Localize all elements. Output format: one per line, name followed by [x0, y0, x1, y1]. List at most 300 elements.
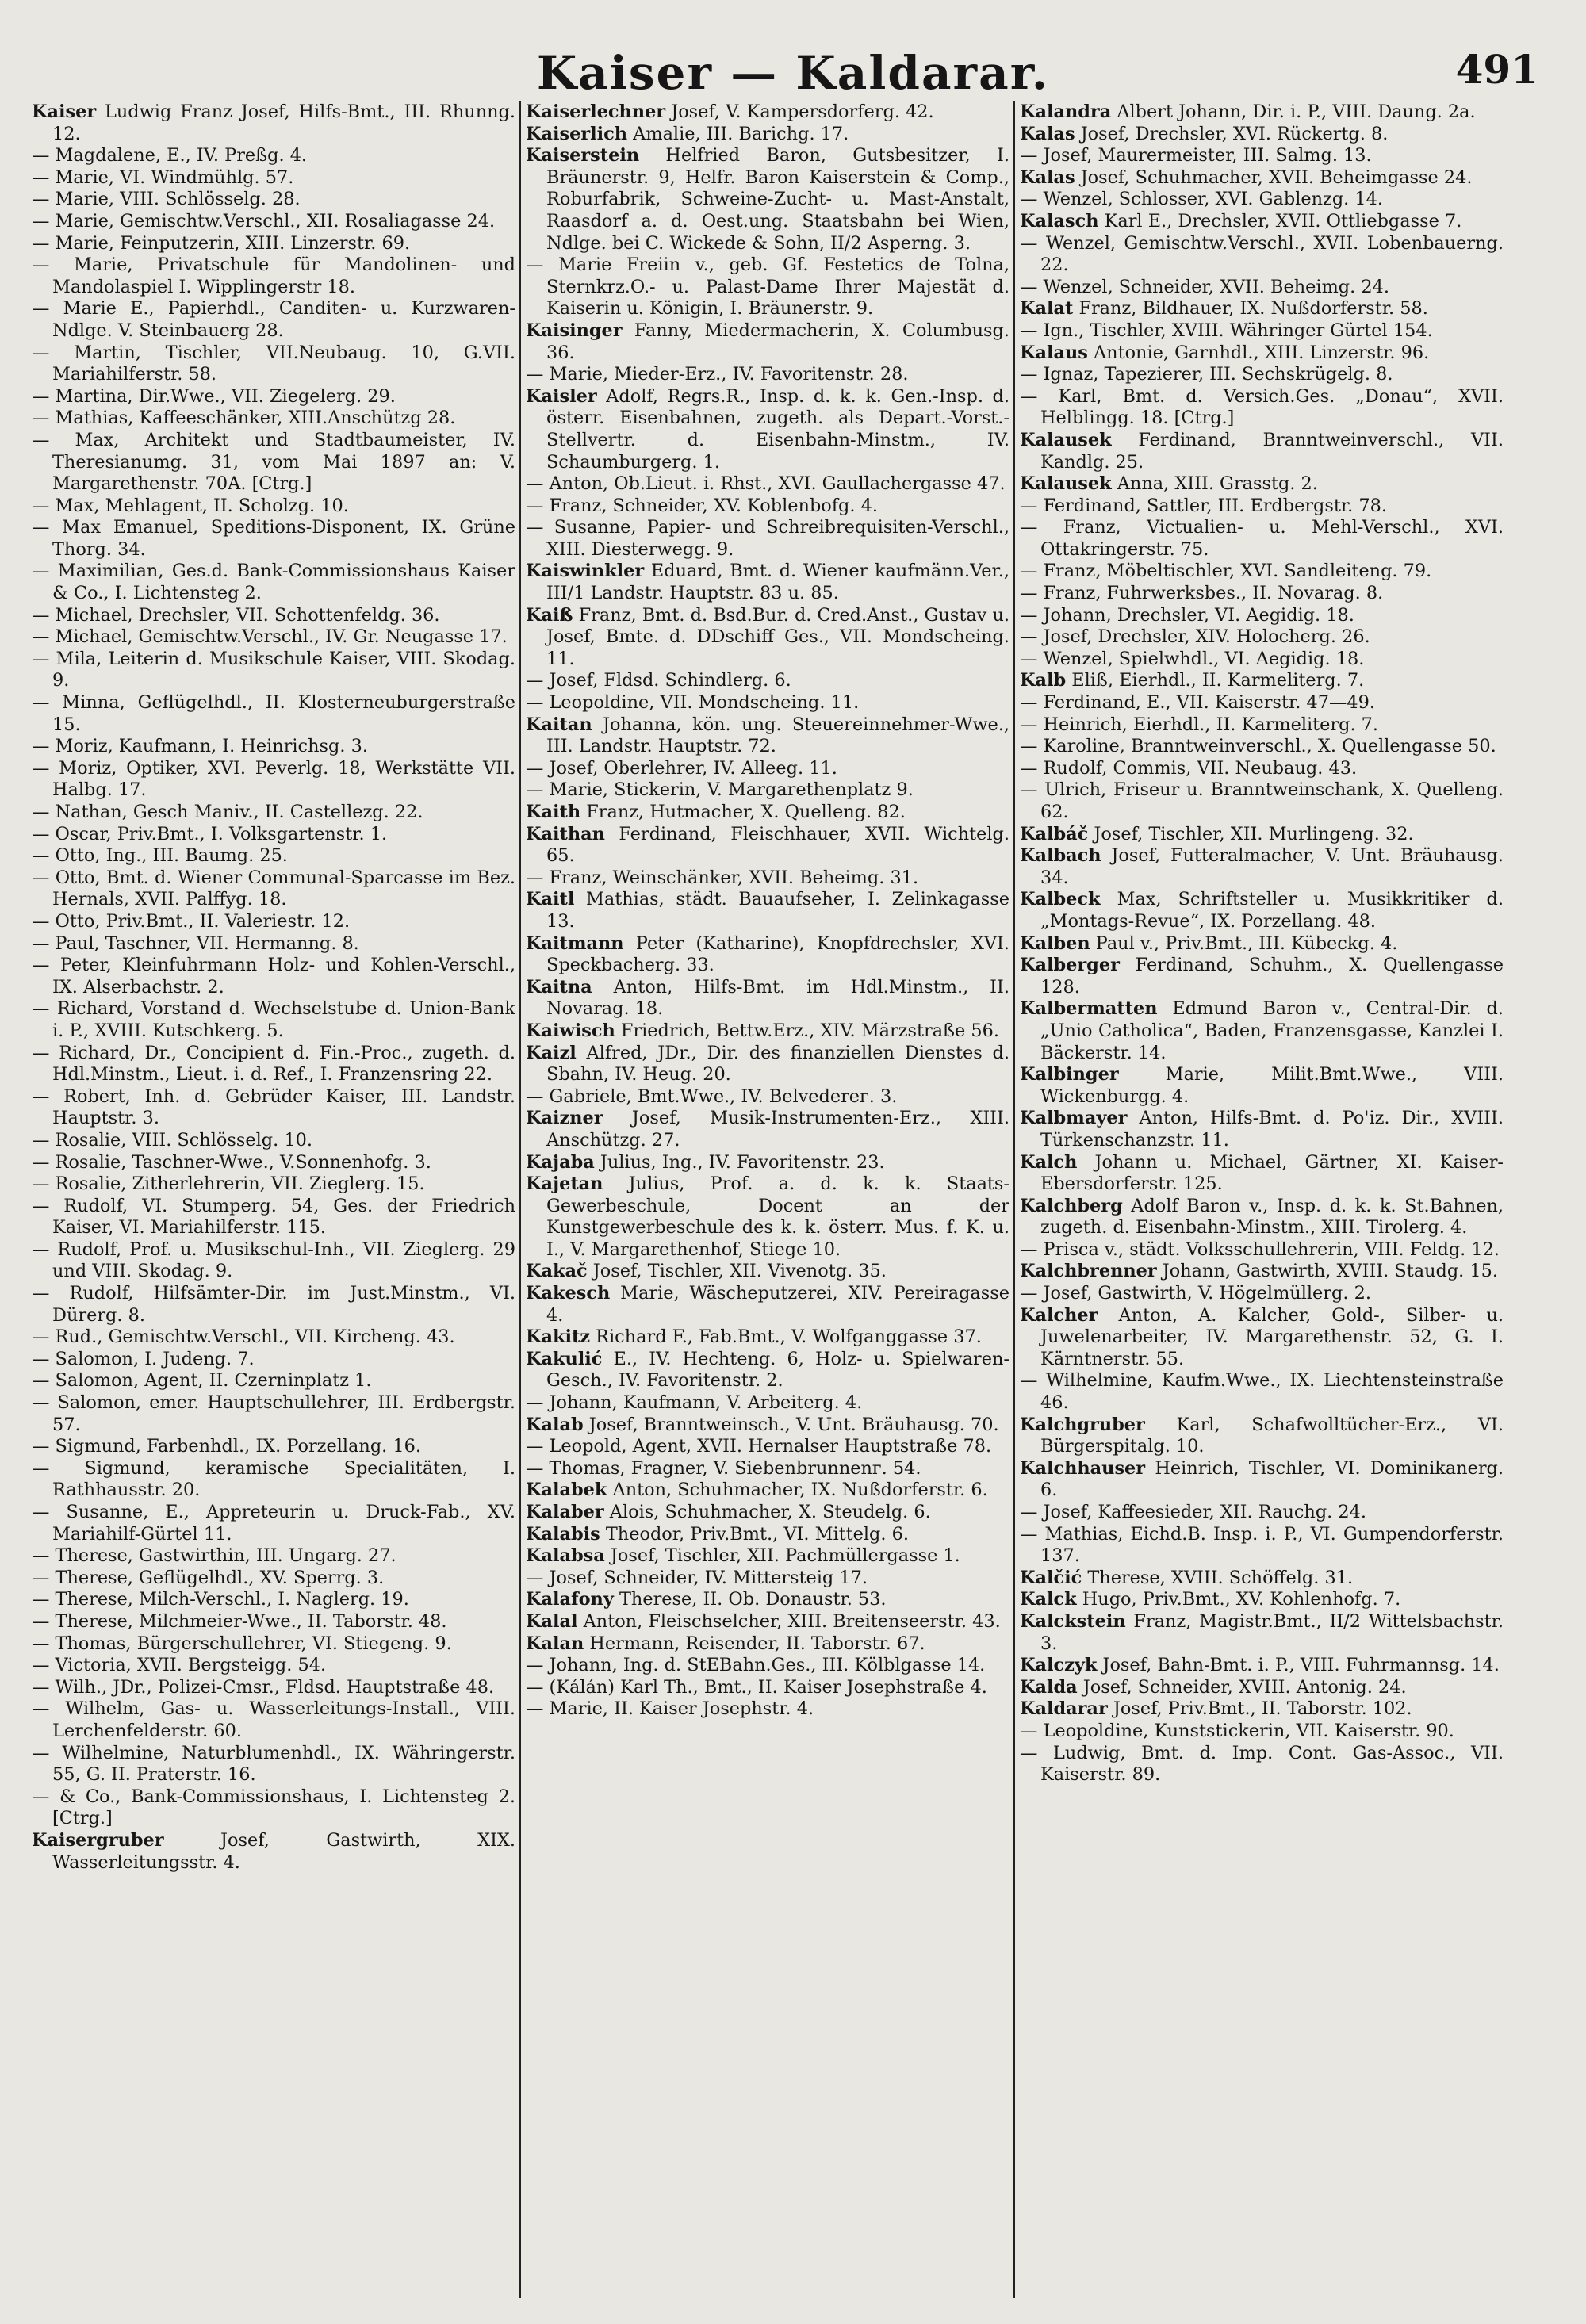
directory-entry — [526, 124, 1009, 146]
entry-text: Josef, Priv.Bmt., II. Taborstr. 102. — [1107, 1698, 1412, 1720]
entry-surname: Kakulić — [526, 1348, 603, 1369]
directory-entry — [1020, 1677, 1504, 1699]
directory-entry — [526, 802, 1009, 824]
directory-entry — [32, 1239, 515, 1283]
entry-text: — Wenzel, Schneider, XVII. Beheimg. 24. — [1020, 276, 1389, 297]
entry-text: Johanna, kön. ung. Steuereinnehmer-Wwe., III. Landstr. Hauptstr. 72. — [546, 714, 1009, 757]
entry-text: — Rudolf, Hilfsämter-Dir. im Just.Minstm., VI. Dürerg. 8. — [32, 1283, 515, 1326]
entry-text: Johann u. Michael, Gärtner, XI. Kaiser-Ebersdorferstr. 125. — [1040, 1151, 1504, 1195]
entry-text: — Rudolf, VI. Stumperg. 54, Ges. der Friedrich Kaiser, VI. Mariahilferstr. 115. — [32, 1195, 515, 1239]
entry-text: — Marie, VI. Windmühlg. 57. — [32, 167, 294, 188]
entry-surname: Kaisergruber — [32, 1829, 164, 1851]
entry-surname: Kakitz — [526, 1327, 591, 1348]
entry-text: — Ign., Tischler, XVIII. Währinger Gürtel 154. — [1020, 320, 1433, 341]
directory-entry — [32, 430, 515, 496]
entry-surname: Kalan — [526, 1633, 584, 1654]
directory-entry — [32, 561, 515, 604]
entry-text: — Franz, Möbeltischler, XVI. Sandleiteng. 79. — [1020, 561, 1432, 582]
entry-text: Ferdinand, Branntweinverschl., VII. Kandlg. 25. — [1040, 429, 1504, 473]
directory-entry — [32, 1458, 515, 1502]
directory-entry — [526, 1698, 1009, 1721]
entry-text: — Josef, Drechsler, XIV. Holocherg. 26. — [1020, 626, 1370, 648]
directory-entry — [526, 1655, 1009, 1677]
entry-surname: Kaiserlechner — [526, 101, 666, 122]
entry-text: — Josef, Schneider, IV. Mittersteig 17. — [526, 1567, 868, 1588]
entry-text: — Josef, Oberlehrer, IV. Alleeg. 11. — [526, 757, 837, 779]
entry-text: Ferdinand, Schuhm., X. Quellengasse 128. — [1040, 955, 1504, 997]
entry-text: — Johann, Drechsler, VI. Aegidig. 18. — [1020, 604, 1354, 626]
entry-text: — Therese, Milch-Verschl., I. Naglerg. 19. — [32, 1589, 409, 1610]
entry-text: — Therese, Milchmeier-Wwe., II. Taborstr. 48. — [32, 1610, 447, 1632]
entry-surname: Kalbinger — [1020, 1064, 1119, 1085]
entry-surname: Kaitna — [526, 976, 592, 997]
directory-entry — [1020, 626, 1504, 649]
directory-entry — [32, 255, 515, 298]
directory-entry — [1020, 343, 1504, 365]
entry-text: — Wilhelmine, Naturblumenhdl., IX. Währingerstr. 55, G. II. Praterstr. 16. — [32, 1742, 515, 1786]
entry-text: — Sigmund, keramische Specialitäten, I. Rathhausstr. 20. — [32, 1457, 515, 1501]
directory-entry — [1020, 1152, 1504, 1196]
entry-surname: Kalaus — [1020, 342, 1088, 363]
entry-surname: Kalch — [1020, 1151, 1078, 1173]
directory-entry — [526, 101, 1009, 124]
directory-entry — [32, 758, 515, 802]
directory-entry — [32, 1283, 515, 1327]
directory-entry — [1020, 1743, 1504, 1786]
entry-text: Anton, Hilfs-Bmt. im Hdl.Minstm., II. Novarag. 18. — [546, 976, 1009, 1020]
directory-entry — [1020, 779, 1504, 823]
entry-surname: Kaitl — [526, 889, 575, 910]
entry-surname: Kalchbrenner — [1020, 1261, 1157, 1282]
directory-entry — [1020, 1721, 1504, 1743]
page-header — [32, 41, 1554, 105]
directory-entry — [526, 1283, 1009, 1327]
entry-text: — Max, Architekt und Stadtbaumeister, IV. Theresianumg. 31, vom Mai 1897 an: V. Margarethenstr. 70A. [Ctrg.] — [32, 429, 515, 495]
directory-entry — [526, 255, 1009, 320]
entry-surname: Kalda — [1020, 1676, 1078, 1698]
entry-text: — Moriz, Kaufmann, I. Heinrichsg. 3. — [32, 736, 368, 757]
column-divider — [1013, 101, 1015, 2298]
directory-entry — [526, 1152, 1009, 1174]
entry-text: Eduard, Bmt. d. Wiener kaufmänn.Ver., III/1 Landstr. Hauptstr. 83 u. 85. — [546, 561, 1009, 604]
directory-entry — [32, 1786, 515, 1830]
directory-entry — [526, 1677, 1009, 1699]
entry-text: — Prisca v., städt. Volksschullehrerin, VIII. Feldg. 12. — [1020, 1239, 1500, 1260]
directory-entry — [526, 933, 1009, 977]
directory-entry — [1020, 1283, 1504, 1305]
entry-text: — Richard, Dr., Concipient d. Fin.-Proc., zugeth. d. Hdl.Minstm., Lieut. i. d. Ref., I. Franzensring 22. — [32, 1042, 515, 1085]
entry-text: — Franz, Victualien- u. Mehl-Verschl., XVI. Ottakringerstr. 75. — [1020, 517, 1504, 560]
directory-entry — [32, 1130, 515, 1152]
directory-entry — [526, 1436, 1009, 1458]
directory-entry — [1020, 233, 1504, 277]
entry-text: Anton, Schuhmacher, IX. Nußdorferstr. 6. — [607, 1480, 988, 1501]
entry-text: Anna, XIII. Grasstg. 2. — [1111, 473, 1318, 495]
entry-text: Ferdinand, Fleischhauer, XVII. Wichtelg. 65. — [546, 823, 1009, 867]
directory-entry — [32, 1502, 515, 1545]
directory-entry — [526, 692, 1009, 714]
entry-text: — Gabriele, Bmt.Wwe., IV. Belvederег. 3. — [526, 1085, 898, 1107]
entry-text: Josef, Tischler, XII. Pachmüllergasse 1. — [604, 1545, 960, 1567]
directory-entry — [526, 1020, 1009, 1043]
entry-text: Albert Johann, Dir. i. P., VIII. Daung. 2a. — [1111, 101, 1476, 122]
directory-entry — [1020, 211, 1504, 233]
running-title: Kaiser — Kaldarar. — [536, 46, 1050, 100]
entry-surname: Kalchberg — [1020, 1195, 1123, 1216]
entry-surname: Kaldarar — [1020, 1698, 1108, 1720]
directory-entry — [32, 955, 515, 998]
directory-entry — [1020, 496, 1504, 518]
entry-text: — Max, Mehlagent, II. Scholzg. 10. — [32, 495, 349, 516]
entry-text: Hugo, Priv.Bmt., XV. Kohlenhofg. 7. — [1076, 1589, 1401, 1610]
entry-text: — Heinrich, Eierhdl., II. Karmeliterg. 7. — [1020, 714, 1379, 735]
directory-entry — [32, 1677, 515, 1699]
entry-text: — Franz, Weinschänker, XVII. Beheimg. 31. — [526, 867, 919, 888]
entry-text: Josef, Schuhmacher, XVII. Beheimgasse 24. — [1075, 167, 1473, 188]
entry-surname: Kalas — [1020, 123, 1075, 144]
entry-text: — Johann, Kaufmann, V. Arbeiterg. 4. — [526, 1392, 863, 1414]
directory-entry — [1020, 517, 1504, 561]
entry-text: Franz, Magistr.Bmt., II/2 Wittelsbachstr. 3. — [1040, 1610, 1504, 1654]
directory-entry — [32, 1655, 515, 1677]
entry-surname: Kaiserstein — [526, 145, 640, 167]
directory-entry — [1020, 605, 1504, 627]
directory-entry — [32, 1698, 515, 1742]
directory-entry — [1020, 1458, 1504, 1502]
directory-entry — [526, 1589, 1009, 1611]
directory-entry — [32, 1152, 515, 1174]
entry-text: — Leopoldine, Kunststickerin, VII. Kaiserstr. 90. — [1020, 1720, 1454, 1741]
entry-text: — (Kálán) Karl Th., Bmt., II. Kaiser Josephstraße 4. — [526, 1676, 987, 1698]
entry-text: — Maximilian, Ges.d. Bank-Commissionshaus Kaiser & Co., I. Lichtensteg 2. — [32, 561, 515, 604]
entry-text: — Karl, Bmt. d. Versich.Ges. „Donau“, XVII. Helblingg. 18. [Ctrg.] — [1020, 385, 1504, 429]
directory-entry — [526, 1568, 1009, 1590]
directory-entry — [32, 233, 515, 255]
entry-text: Josef, Tischler, XII. Vivenotg. 35. — [587, 1261, 887, 1282]
entry-surname: Kalat — [1020, 298, 1074, 320]
directory-entry — [1020, 430, 1504, 473]
entry-text: — Susanne, Papier- und Schreibrequisiten-Verschl., XIII. Diesterwegg. 9. — [526, 517, 1009, 560]
entry-text: — Martina, Dir.Wwe., VII. Ziegelerg. 29. — [32, 385, 396, 407]
directory-entry — [526, 714, 1009, 758]
entry-text: — Marie, Stickerin, V. Margarethenplatz 9. — [526, 779, 914, 801]
entry-text: Josef, Drechsler, XVI. Rückertg. 8. — [1075, 123, 1389, 144]
entry-text: — Wilh., JDr., Polizei-Cmsr., Fldsd. Hauptstraße 48. — [32, 1676, 495, 1698]
directory-entry — [32, 167, 515, 190]
entry-text: — Susanne, E., Appreteurin u. Druck-Fab., XV. Mariahilf-Gürtel 11. — [32, 1502, 515, 1545]
directory-entry — [1020, 167, 1504, 190]
directory-entry — [32, 649, 515, 692]
directory-entry — [526, 1502, 1009, 1524]
directory-entry — [1020, 1589, 1504, 1611]
entry-surname: Kalben — [1020, 932, 1090, 954]
directory-entry — [526, 145, 1009, 255]
entry-text: — Josef, Gastwirth, V. Högelmüllerg. 2. — [1020, 1283, 1371, 1304]
entry-text: Peter (Katharine), Knopfdrechsler, XVI. Speckbacherg. 33. — [546, 932, 1009, 976]
column-3 — [1020, 101, 1504, 2298]
directory-entry — [1020, 1108, 1504, 1151]
directory-entry — [1020, 1415, 1504, 1458]
entry-text: Heinrich, Tischler, VI. Dominikanerg. 6. — [1040, 1457, 1504, 1501]
entry-text: Marie, Milit.Bmt.Wwe., VIII. Wickenburgg. 4. — [1040, 1064, 1504, 1107]
entry-text: — Marie, II. Kaiser Josephstr. 4. — [526, 1698, 814, 1720]
entry-surname: Kalbáč — [1020, 823, 1089, 844]
directory-entry — [526, 364, 1009, 386]
entry-text: — Wenzel, Schlosser, XVI. Gablenzg. 14. — [1020, 189, 1384, 210]
entry-text: — Wenzel, Gemischtw.Verschl., XVII. Lobenbauerng. 22. — [1020, 232, 1504, 276]
directory-entry — [526, 1458, 1009, 1480]
entry-text: — Moriz, Optiker, XVI. Peverlg. 18, Werkstätte VII. Halbg. 17. — [32, 757, 515, 801]
entry-text: Alfred, JDr., Dir. des finanziellen Dienstes d. Sbahn, IV. Heug. 20. — [546, 1042, 1009, 1085]
entry-text: — Ignaz, Tapezierer, III. Sechskrügelg. 8. — [1020, 364, 1393, 385]
entry-text: Josef, Tischler, XII. Murlingeng. 32. — [1088, 823, 1414, 844]
directory-entry — [1020, 364, 1504, 386]
entry-text: — Ulrich, Friseur u. Branntweinschank, X. Quelleng. 62. — [1020, 779, 1504, 822]
entry-text: — Marie Freiin v., geb. Gf. Festetics de Tolna, Sternkrz.O.- u. Palast-Dame Ihrer Majestät d. Kaiserin u. Königin, I. Bräunerstr. 9. — [526, 255, 1009, 320]
directory-entry — [526, 670, 1009, 692]
entry-surname: Kaitan — [526, 714, 592, 735]
entry-surname: Kalchhauser — [1020, 1457, 1146, 1479]
directory-entry — [1020, 758, 1504, 780]
directory-entry — [1020, 101, 1504, 124]
directory-entry — [526, 1261, 1009, 1283]
column-1 — [32, 101, 515, 2298]
directory-entry — [526, 517, 1009, 561]
entry-text: — Leopold, Agent, XVII. Hernalser Hauptstraße 78. — [526, 1436, 992, 1457]
directory-entry — [1020, 845, 1504, 889]
directory-entry — [526, 473, 1009, 496]
entry-text: — Josef, Kaffeesieder, XII. Rauchg. 24. — [1020, 1502, 1367, 1522]
directory-entry — [32, 1633, 515, 1656]
entry-text: Max, Schriftsteller u. Musikkritiker d. „Montags-Revue“, IX. Porzellang. 48. — [1040, 889, 1504, 932]
directory-entry — [32, 867, 515, 911]
entry-surname: Kajetan — [526, 1173, 603, 1195]
entry-text: Ludwig Franz Josef, Hilfs-Bmt., III. Rhunng. 12. — [52, 101, 515, 144]
entry-text: — Mila, Leiterin d. Musikschule Kaiser, VIII. Skodag. 9. — [32, 648, 515, 691]
directory-entry — [526, 758, 1009, 780]
directory-entry — [526, 1415, 1009, 1437]
directory-entry — [526, 561, 1009, 604]
entry-text: — Therese, Geflügelhdl., XV. Sperrg. 3. — [32, 1567, 385, 1588]
entry-text: — Otto, Priv.Bmt., II. Valeriestr. 12. — [32, 910, 351, 932]
directory-entry — [1020, 1502, 1504, 1524]
directory-entry — [32, 1743, 515, 1786]
directory-entry — [1020, 386, 1504, 430]
directory-entry — [1020, 1568, 1504, 1590]
directory-entry — [32, 1545, 515, 1568]
entry-text: Mathias, städt. Bauaufseher, I. Zelinkagasse 13. — [546, 889, 1009, 932]
entry-surname: Kaiserlich — [526, 123, 628, 144]
entry-text: — Therese, Gastwirthin, III. Ungarg. 27. — [32, 1545, 396, 1567]
entry-text: — Nathan, Gesch Maniv., II. Castellezg. 22. — [32, 802, 423, 822]
directory-entry — [526, 1086, 1009, 1108]
directory-entry — [32, 845, 515, 867]
directory-entry — [1020, 998, 1504, 1064]
directory-entry — [32, 605, 515, 627]
directory-entry — [32, 211, 515, 233]
entry-text: Karl E., Drechsler, XVII. Ottliebgasse 7. — [1098, 210, 1462, 232]
directory-entry — [1020, 583, 1504, 605]
directory-entry — [32, 101, 515, 145]
directory-entry — [32, 911, 515, 933]
entry-text: Eliß, Eierhdl., II. Karmeliterg. 7. — [1066, 670, 1365, 691]
entry-surname: Kalandra — [1020, 101, 1112, 122]
entry-text: — Leopoldine, VII. Mondscheing. 11. — [526, 692, 860, 714]
entry-text: Franz, Bildhauer, IX. Nußdorferstr. 58. — [1073, 298, 1428, 320]
entry-text: Paul v., Priv.Bmt., III. Kübeckg. 4. — [1090, 932, 1398, 954]
directory-entry — [32, 824, 515, 846]
entry-surname: Kalb — [1020, 670, 1067, 691]
entry-text: — Michael, Gemischtw.Verschl., IV. Gr. Neugasse 17. — [32, 626, 508, 648]
directory-entry — [32, 1196, 515, 1239]
entry-text: — Wilhelm, Gas- u. Wasserleitungs-Install., VIII. Lerchenfelderstr. 60. — [32, 1698, 515, 1741]
directory-entry — [526, 1545, 1009, 1568]
entry-text: Edmund Baron v., Central-Dir. d. „Unio Catholica“, Baden, Franzensgasse, Kanzlei I. Bäckerstr. 14. — [1040, 998, 1504, 1063]
directory-entry — [1020, 1239, 1504, 1262]
entry-surname: Kalaber — [526, 1502, 604, 1522]
entry-text: Josef, Gastwirth, XIX. Wasserleitungsstr. 4. — [52, 1829, 515, 1873]
entry-text: — Richard, Vorstand d. Wechselstube d. Union-Bank i. P., XVIII. Kutschkerg. 5. — [32, 998, 515, 1041]
entry-text: E., IV. Hechteng. 6, Holz- u. Spielwaren-Gesch., IV. Favoritenstr. 2. — [546, 1348, 1009, 1392]
entry-text: — Oscar, Priv.Bmt., I. Volksgartenstr. 1. — [32, 823, 388, 844]
directory-entry — [1020, 1370, 1504, 1414]
entry-text: — Marie, VIII. Schlösselg. 28. — [32, 189, 301, 210]
entry-text: — Marie, Privatschule für Mandolinen- und Mandolaspiel I. Wipplingerstr 18. — [32, 255, 515, 297]
directory-entry — [1020, 889, 1504, 932]
entry-text: Josef, Schneider, XVIII. Antonig. 24. — [1077, 1676, 1407, 1698]
directory-entry — [32, 343, 515, 386]
entry-surname: Kaiß — [526, 604, 573, 626]
entry-text: — Anton, Ob.Lieut. i. Rhst., XVI. Gaullachergasse 47. — [526, 473, 1006, 495]
directory-entry — [1020, 1611, 1504, 1655]
entry-text: Josef, Branntweinsch., V. Unt. Bräuhausg. 70. — [583, 1414, 999, 1435]
directory-entry — [526, 320, 1009, 364]
directory-entry — [32, 1830, 515, 1874]
entry-surname: Kakesch — [526, 1283, 611, 1304]
entry-text: — Marie, Mieder-Erz., IV. Favoritenstr. 28. — [526, 364, 909, 385]
entry-surname: Kaisinger — [526, 320, 623, 341]
entry-text: Josef, Bahn-Bmt. i. P., VIII. Fuhrmannsg. 14. — [1097, 1655, 1500, 1676]
directory-entry — [32, 386, 515, 408]
entry-surname: Kalcher — [1020, 1304, 1098, 1326]
entry-text: — Thomas, Bürgerschullehrer, VI. Stiegeng. 9. — [32, 1633, 452, 1654]
entry-surname: Kalasch — [1020, 210, 1099, 232]
entry-text: Franz, Bmt. d. Bsd.Bur. d. Cred.Anst., Gustav u. Josef, Bmte. d. DDschiff Ges., VII. Mondscheing. 11. — [546, 604, 1009, 669]
entry-surname: Kalbmayer — [1020, 1108, 1128, 1129]
entry-surname: Kaiwisch — [526, 1020, 615, 1041]
entry-text: — Thomas, Fragner, V. Siebenbrunnenг. 54. — [526, 1457, 921, 1479]
entry-text: Josef, Futteralmacher, V. Unt. Bräuhausg. 34. — [1040, 845, 1504, 888]
directory-entry — [526, 605, 1009, 671]
entry-text: — Peter, Kleinfuhrmann Holz- und Kohlen-Verschl., IX. Alserbachstr. 2. — [32, 955, 515, 997]
entry-text: Julius, Prof. a. d. k. k. Staats-Gewerbeschule, Docent an der Kunstgewerbeschule des k. k. österr. Mus. f. K. u. I., V. Margarethenhof, Stiege 10. — [546, 1173, 1009, 1260]
entry-surname: Kalbeck — [1020, 889, 1101, 910]
directory-entry — [1020, 1698, 1504, 1721]
entry-text: — Mathias, Eichd.B. Insp. i. P., VI. Gumpendorferstr. 137. — [1020, 1523, 1504, 1567]
directory-entry — [526, 386, 1009, 473]
entry-text: Helfried Baron, Gutsbesitzer, I. Bräunerstr. 9, Helfr. Baron Kaiserstein & Comp., Roburfabrik, Schweine-Zucht- u. Mast-Anstalt, Raasdorf a. d. Oest.ung. Staatsbahn bei Wien, Ndlge. bei C. Wickede & Sohn, II/2 Asperng. 3. — [546, 145, 1009, 254]
entry-surname: Kaith — [526, 802, 581, 822]
entry-surname: Kalabek — [526, 1480, 607, 1501]
directory-entry — [32, 933, 515, 955]
entry-surname: Kaizl — [526, 1042, 577, 1063]
directory-entry — [32, 1611, 515, 1633]
page-number: 491 — [1455, 46, 1538, 93]
entry-text: Karl, Schafwolltücher-Erz., VI. Bürgerspitalg. 10. — [1040, 1414, 1504, 1457]
directory-entry — [32, 1589, 515, 1611]
directory-entry — [1020, 1196, 1504, 1239]
directory-entry — [32, 298, 515, 342]
entry-surname: Kalafony — [526, 1589, 614, 1610]
entry-text: Franz, Hutmacher, X. Quelleng. 82. — [580, 802, 906, 822]
directory-entry — [526, 1349, 1009, 1392]
entry-text: Anton, Hilfs-Bmt. d. Po'iz. Dir., XVIII. Türkenschanzstr. 11. — [1040, 1108, 1504, 1151]
entry-text: Alois, Schuhmacher, X. Steudelg. 6. — [603, 1502, 931, 1522]
entry-text: Antonie, Garnhdl., XIII. Linzerstr. 96. — [1087, 342, 1430, 363]
directory-entry — [1020, 189, 1504, 211]
column-2 — [526, 101, 1009, 2298]
entry-text: — Ferdinand, E., VII. Kaiserstr. 47—49. — [1020, 692, 1375, 714]
entry-text: — Josef, Fldsd. Schindlerg. 6. — [526, 670, 791, 691]
directory-entry — [1020, 298, 1504, 320]
directory-entry — [32, 1392, 515, 1436]
column-divider — [519, 101, 521, 2298]
entry-text: — Max Emanuel, Speditions-Disponent, IX. Grüne Thorg. 34. — [32, 517, 515, 560]
directory-entry — [32, 692, 515, 736]
directory-entry — [32, 626, 515, 649]
directory-entry — [32, 189, 515, 211]
directory-entry — [1020, 1064, 1504, 1108]
entry-text: — Mathias, Kaffeeschänker, XIII.Anschützg 28. — [32, 408, 456, 429]
entry-text: — Otto, Ing., III. Baumg. 25. — [32, 845, 288, 867]
directory-entry — [32, 998, 515, 1042]
directory-entry — [1020, 714, 1504, 737]
entry-text: — Salomon, emer. Hauptschullehrer, III. Erdbergstr. 57. — [32, 1392, 515, 1435]
directory-entry — [32, 736, 515, 758]
entry-text: — Rudolf, Prof. u. Musikschul-Inh., VII. Zieglerg. 29 und VIII. Skodag. 9. — [32, 1239, 515, 1282]
directory-entry — [1020, 473, 1504, 496]
directory-entry — [1020, 955, 1504, 998]
directory-entry — [526, 1173, 1009, 1261]
directory-entry — [32, 1436, 515, 1458]
directory-entry — [526, 1327, 1009, 1349]
directory-entry — [526, 1108, 1009, 1151]
directory-entry — [32, 496, 515, 518]
entry-text: Friedrich, Bettw.Erz., XIV. Märzstraße 56. — [615, 1020, 999, 1041]
directory-entry — [32, 1370, 515, 1392]
entry-text: — Rosalie, Taschner-Wwe., V.Sonnenhofg. 3. — [32, 1151, 431, 1173]
directory-entry — [32, 1173, 515, 1196]
entry-text: Theodor, Priv.Bmt., VI. Mittelg. 6. — [600, 1523, 909, 1545]
entry-text: — Franz, Schneider, XV. Koblenbofg. 4. — [526, 495, 878, 516]
entry-text: Amalie, III. Barichg. 17. — [627, 123, 849, 144]
entry-text: — Marie E., Papierhdl., Canditen- u. Kurzwaren-Ndlge. V. Steinbauerg 28. — [32, 298, 515, 341]
directory-entry — [1020, 692, 1504, 714]
entry-text: — Marie, Feinputzerin, XIII. Linzerstr. 69. — [32, 232, 411, 254]
entry-text: — Karoline, Branntweinverschl., X. Quellengasse 50. — [1020, 736, 1496, 757]
entry-surname: Kalckstein — [1020, 1610, 1126, 1632]
entry-surname: Kalal — [526, 1610, 578, 1632]
directory-entry — [1020, 1655, 1504, 1677]
entry-surname: Kajaba — [526, 1151, 595, 1173]
entry-surname: Kalas — [1020, 167, 1075, 188]
directory-entry — [32, 145, 515, 167]
directory-entry — [526, 496, 1009, 518]
entry-surname: Kalberger — [1020, 955, 1120, 976]
directory-entry — [1020, 320, 1504, 343]
directory-entry — [1020, 649, 1504, 671]
entry-text: — Rudolf, Commis, VII. Neubaug. 43. — [1020, 757, 1358, 779]
